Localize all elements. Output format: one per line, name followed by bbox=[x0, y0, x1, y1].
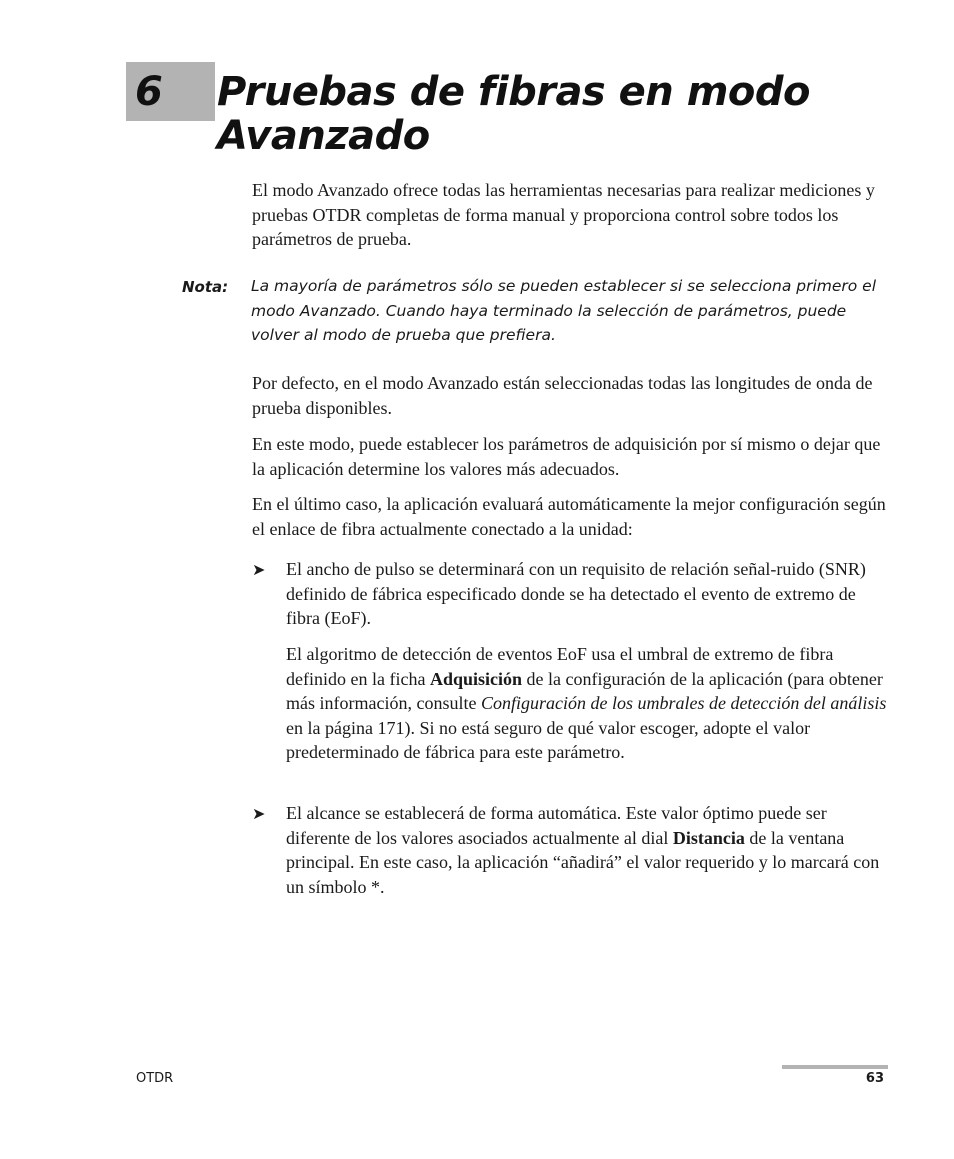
note-text: La mayoría de parámetros sólo se pueden establecer si se selecciona primero el modo Avanzado. Cuando haya terminado la selección de parámetros, puede volver al modo de prueba que prefiera. bbox=[251, 277, 877, 344]
bullet-range: El alcance se establecerá de forma automática. Este valor óptimo puede ser diferente de los valores asociados actualmente al dial Distancia de la ventana principal. En este caso, la aplicación “añadirá” el valor requerido y lo marcará con un símbolo *. bbox=[286, 803, 880, 897]
footer-rule bbox=[782, 1065, 888, 1069]
chapter-number: 6 bbox=[135, 69, 163, 115]
tab-name-acquisition: Adquisición bbox=[429, 668, 522, 689]
footer-product: OTDR bbox=[136, 1071, 174, 1086]
paragraph-auto: En el último caso, la aplicación evaluará automáticamente la mejor configuración según el enlace de fibra actualmente conectado a la unidad: bbox=[252, 494, 886, 539]
page-number: 63 bbox=[865, 1071, 884, 1086]
chapter-title: Pruebas de fibras en modo Avanzado bbox=[217, 69, 810, 159]
bullet-pulse-width: El ancho de pulso se determinará con un requisito de relación señal-ruido (SNR) definido de fábrica especificado donde se ha detectado el evento de extremo de fibra (EoF). bbox=[286, 559, 866, 628]
bullet-arrow-icon: ➤ bbox=[252, 560, 266, 579]
paragraph-eof-algorithm: El algoritmo de detección de eventos EoF usa el umbral de extremo de fibra definido en la ficha Adquisición de la configuración de la aplicación (para obtener más información, consulte Configuración de los umbrales de detección del análisis en la página 171). Si no está seguro de qué valor escoger, adopte el valor predeterminado de fábrica para este parámetro. bbox=[286, 644, 887, 762]
paragraph-defaults: Por defecto, en el modo Avanzado están seleccionadas todas las longitudes de onda de prueba disponibles. bbox=[252, 373, 873, 418]
intro-paragraph: El modo Avanzado ofrece todas las herramientas necesarias para realizar mediciones y pruebas OTDR completas de forma manual y proporciona control sobre todos los parámetros de prueba. bbox=[252, 180, 875, 249]
dial-name-distance: Distancia bbox=[672, 827, 745, 848]
cross-reference-link[interactable]: Configuración de los umbrales de detección del análisis bbox=[480, 693, 887, 713]
note-label: Nota: bbox=[182, 278, 229, 296]
bullet-arrow-icon: ➤ bbox=[252, 804, 266, 823]
paragraph-mode: En este modo, puede establecer los parámetros de adquisición por sí mismo o dejar que la aplicación determine los valores más adecuados. bbox=[252, 434, 881, 479]
